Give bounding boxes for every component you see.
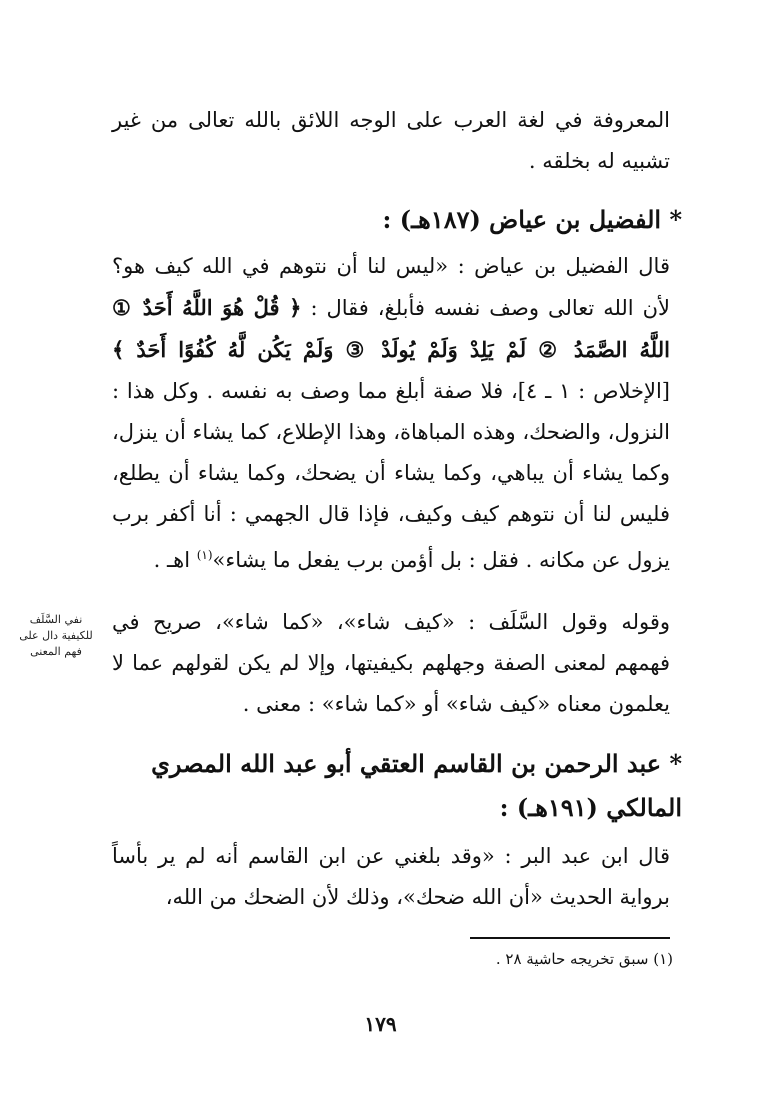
quran-verse: ﴿ قُلْ هُوَ اللَّهُ أَحَدٌ ① اللَّهُ الصَّمَدُ ② لَمْ يَلِدْ وَلَمْ يُولَدْ ③ وَلَمْ يَكُن لَّهُ كُفُوًا أَحَدٌ ﴾ bbox=[112, 295, 670, 362]
margin-note bbox=[6, 612, 106, 660]
footnote-divider bbox=[470, 937, 670, 939]
margin-note-line: للكيفية دال على bbox=[19, 629, 93, 642]
paragraph-intro: المعروفة في لغة العرب على الوجه اللائق بالله تعالى من غير تشبيه له بخلقه . bbox=[112, 108, 670, 173]
quote-continuation: [الإخلاص : ١ ـ ٤]، فلا صفة أبلغ مما وصف به نفسه . وكل هذا : النزول، والضحك، وهذه المباهاة، وهذا الإطلاع، كما يشاء أن ينزل، وكما يشاء أن يباهي، وكما يشاء أن يضحك، وكما يشاء أن يطلع، فليس لنا أن نتوهم كيف وكيف، فإذا قال الجهمي : أنا أكفر برب يزول عن مكانه . فقل : بل أؤمن برب يفعل ما يشاء» bbox=[112, 379, 670, 572]
heading-ibn-qasim: * عبد الرحمن بن القاسم العتقي أبو عبد الله المصري المالكي (١٩١هـ) : bbox=[151, 749, 682, 822]
paragraph-ibn-abd-albarr: قال ابن عبد البر : «وقد بلغني عن ابن القاسم أنه لم ير بأساً برواية الحديث «أن الله ضحك»، وذلك لأن الضحك من الله، bbox=[112, 844, 670, 909]
paragraph-commentary: وقوله وقول السَّلَف : «كيف شاء»، «كما شاء»، صريح في فهمهم لمعنى الصفة وجهلهم بكيفيتها، وإلا لم يكن لقولهم عما لا يعلمون معناه «كيف شاء» أو «كما شاء» : معنى . bbox=[112, 610, 670, 716]
quote-end: اهـ . bbox=[153, 548, 197, 572]
paragraph-fudayl-quote bbox=[112, 246, 670, 581]
footnote-ref[interactable]: (١) bbox=[196, 548, 213, 562]
footnote: (١) سبق تخريجه حاشية ٢٨ . bbox=[495, 950, 673, 968]
margin-note-line: فهم المعنى bbox=[30, 645, 82, 658]
margin-note-line: نفي السَّلَف bbox=[29, 613, 83, 626]
page-number: ١٧٩ bbox=[364, 1012, 397, 1036]
quote-opening: قال الفضيل بن عياض : «ليس لنا أن نتوهم في الله كيف هو؟ لأن الله تعالى وصف نفسه فأبلغ، فقال : bbox=[112, 254, 670, 320]
heading-fudayl: * الفضيل بن عياض (١٨٧هـ) : bbox=[382, 205, 682, 234]
